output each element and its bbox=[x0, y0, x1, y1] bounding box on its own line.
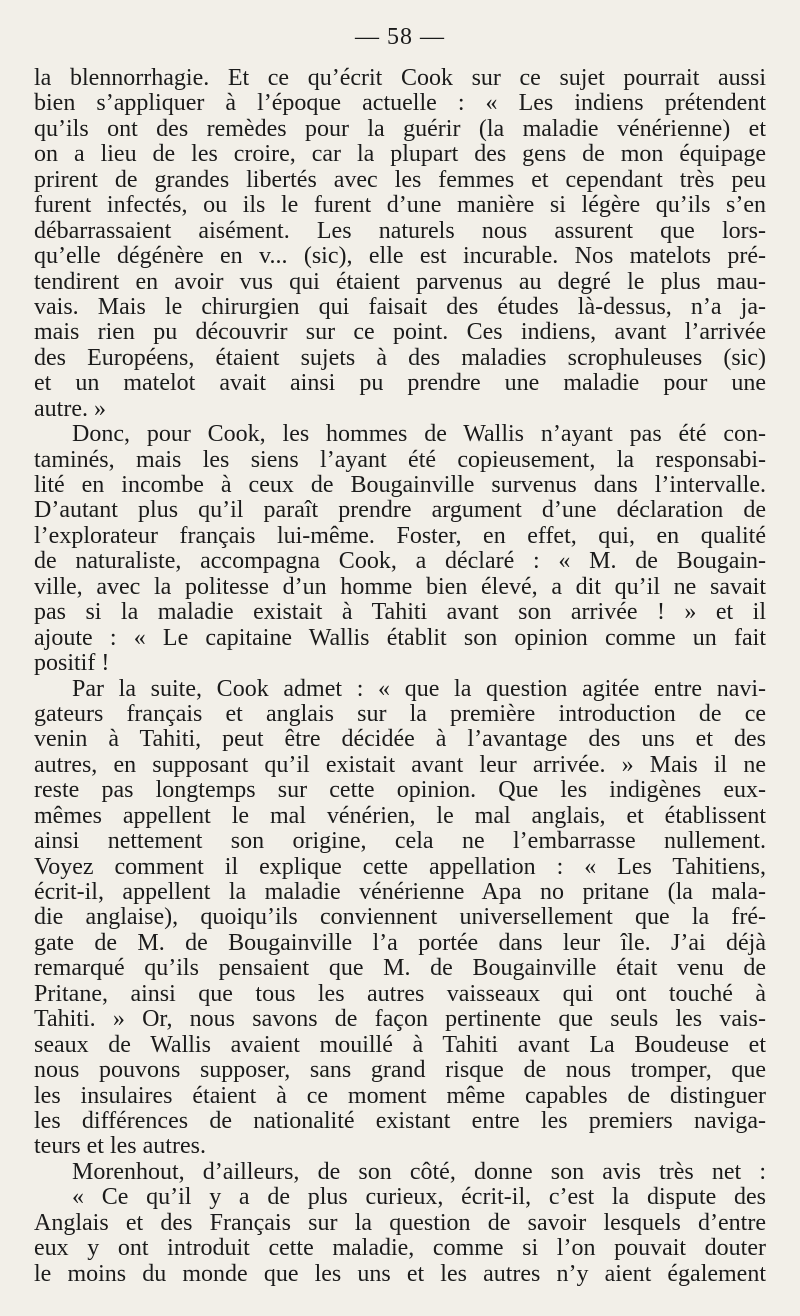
text-line: bien s’appliquer à l’époque actuelle : « Les indiens prétendent bbox=[34, 91, 766, 117]
text-line: furent infectés, ou ils le furent d’une manière si légère qu’ils s’en bbox=[34, 193, 766, 219]
text-line: remarqué qu’ils pensaient que M. de Bougainville était venu de bbox=[34, 956, 766, 982]
text-line: Pritane, ainsi que tous les autres vaisseaux qui ont touché à bbox=[34, 981, 766, 1007]
text-line: et un matelot avait ainsi pu prendre une maladie pour une bbox=[34, 371, 766, 397]
text-line: D’autant plus qu’il paraît prendre argument d’une déclaration de bbox=[34, 498, 766, 524]
text-line: la blennorrhagie. Et ce qu’écrit Cook sur ce sujet pourrait aussi bbox=[34, 66, 766, 91]
text-line: reste pas longtemps sur cette opinion. Que les indigènes eux- bbox=[34, 778, 766, 804]
text-line: prirent de grandes libertés avec les femmes et cependant très peu bbox=[34, 167, 766, 193]
text-line: pas si la maladie existait à Tahiti avant son arrivée ! » et il bbox=[34, 600, 766, 626]
text-line: gateurs français et anglais sur la première introduction de ce bbox=[34, 701, 766, 727]
text-line: mêmes appellent le mal vénérien, le mal anglais, et établissent bbox=[34, 803, 766, 829]
text-line: positif ! bbox=[34, 651, 110, 677]
text-line: ajoute : « Le capitaine Wallis établit son opinion comme un fait bbox=[34, 625, 766, 651]
text-line: qu’elle dégénère en v... (sic), elle est incurable. Nos matelots pré- bbox=[34, 244, 766, 270]
text-line: autre. » bbox=[34, 396, 106, 422]
body-text bbox=[34, 66, 766, 1287]
text-line: seaux de Wallis avaient mouillé à Tahiti avant La Boudeuse et bbox=[34, 1032, 766, 1058]
text-line: écrit-il, appellent la maladie vénérienne Apa no pritane (la mala- bbox=[34, 880, 766, 905]
text-line: ainsi nettement son origine, cela ne l’embarrasse nullement. bbox=[34, 829, 766, 855]
text-line: ville, avec la politesse d’un homme bien élevé, a dit qu’il ne savait bbox=[34, 574, 766, 600]
text-line: les différences de nationalité existant entre les premiers naviga- bbox=[34, 1108, 766, 1134]
text-line: le moins du monde que les uns et les autres n’y aient également bbox=[34, 1261, 766, 1287]
text-line: « Ce qu’il y a de plus curieux, écrit-il, c’est la dispute des bbox=[72, 1185, 766, 1211]
text-line: les insulaires étaient à ce moment même capables de distinguer bbox=[34, 1083, 766, 1109]
text-line: qu’ils ont des remèdes pour la guérir (la maladie vénérienne) et bbox=[34, 116, 766, 142]
text-line: mais rien pu découvrir sur ce point. Ces indiens, avant l’arrivée bbox=[34, 320, 766, 346]
text-line: Donc, pour Cook, les hommes de Wallis n’ayant pas été con- bbox=[72, 422, 766, 448]
text-line: taminés, mais les siens l’ayant été copieusement, la responsabi- bbox=[34, 447, 766, 473]
text-line: gate de M. de Bougainville l’a portée dans leur île. J’ai déjà bbox=[34, 930, 766, 956]
text-line: Par la suite, Cook admet : « que la question agitée entre navi- bbox=[72, 676, 766, 702]
text-line: Voyez comment il explique cette appellation : « Les Tahitiens, bbox=[34, 854, 766, 880]
text-line: Anglais et des Français sur la question de savoir lesquels d’entre bbox=[34, 1210, 766, 1236]
text-line: l’explorateur français lui-même. Foster, en effet, qui, en qualité bbox=[34, 523, 766, 549]
text-line: on a lieu de les croire, car la plupart des gens de mon équipage bbox=[34, 142, 766, 168]
text-line: tendirent en avoir vus qui étaient parvenus au degré le plus mau- bbox=[34, 269, 766, 295]
text-line: venin à Tahiti, peut être décidée à l’avantage des uns et des bbox=[34, 727, 766, 753]
text-line: vais. Mais le chirurgien qui faisait des études là-dessus, n’a ja- bbox=[34, 294, 766, 320]
text-line: Morenhout, d’ailleurs, de son côté, donne son avis très net : bbox=[72, 1159, 766, 1185]
text-line: die anglaise), quoiqu’ils conviennent universellement que la fré- bbox=[34, 905, 766, 931]
text-line: autres, en supposant qu’il existait avant leur arrivée. » Mais il ne bbox=[34, 752, 766, 778]
text-line: Tahiti. » Or, nous savons de façon pertinente que seuls les vais- bbox=[34, 1007, 766, 1033]
text-line: eux y ont introduit cette maladie, comme si l’on pouvait douter bbox=[34, 1236, 766, 1262]
text-line: teurs et les autres. bbox=[34, 1134, 206, 1160]
text-line: débarrassaient aisément. Les naturels nous assurent que lors- bbox=[34, 218, 766, 244]
text-line: nous pouvons supposer, sans grand risque de nous tromper, que bbox=[34, 1058, 766, 1084]
text-line: de naturaliste, accompagna Cook, a déclaré : « M. de Bougain- bbox=[34, 549, 766, 575]
text-line: lité en incombe à ceux de Bougainville survenus dans l’intervalle. bbox=[34, 473, 766, 498]
text-line: des Européens, étaient sujets à des maladies scrophuleuses (sic) bbox=[34, 345, 766, 371]
page-number: — 58 — bbox=[355, 24, 445, 50]
